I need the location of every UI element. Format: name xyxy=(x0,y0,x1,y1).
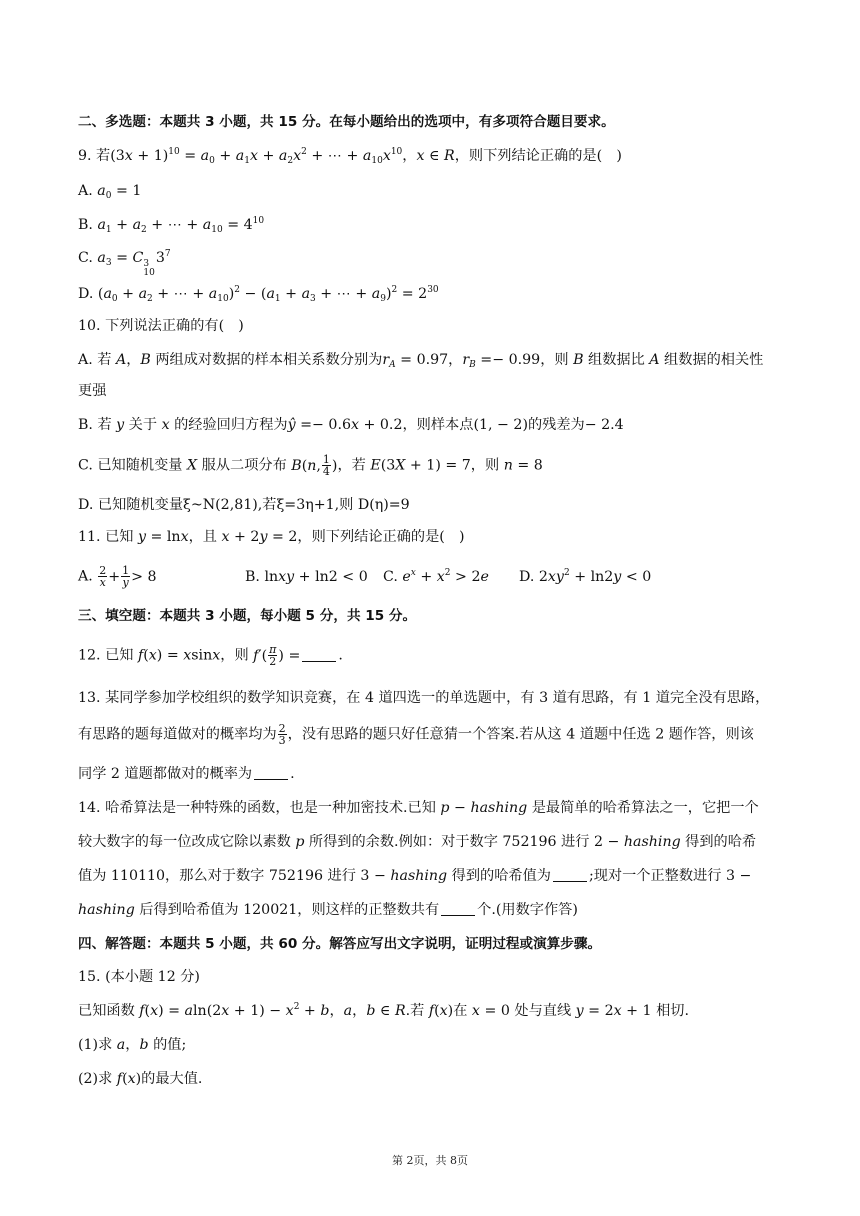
question-14-line-2: 较大数字的每一位改成它除以素数 p 所得到的余数.例如：对于数字 752196 进行 2 − hashing 得到的哈希 xyxy=(78,834,757,850)
page-footer: 第 2页，共 8页 xyxy=(392,1154,468,1167)
question-9-option-b: B. $a_1 + a_2$ + ⋯ + $a_{10} = 4^{10}$ xyxy=(78,216,265,235)
question-11-stem: 11. 已知 y = lnx，且 x + 2y = 2，则下列结论正确的是( ) xyxy=(78,529,465,545)
answer-blank xyxy=(254,765,288,780)
section-3-heading: 三、填空题：本题共 3 小题，每小题 5 分，共 15 分。 xyxy=(78,608,417,624)
question-13-line-2: 有思路的题每道做对的概率均为 $\frac{2}{3}$ ，没有思路的题只好任意猜一个答案.若从这 4 道题中任选 2 题作答，则该 xyxy=(78,722,754,747)
question-15-part-2: (2)求 f(x)的最大值. xyxy=(78,1071,203,1087)
answer-blank xyxy=(302,647,336,662)
question-14-line-4: hashing 后得到哈希值为 120021，则这样的正整数共有 个.(用数字作答) xyxy=(78,902,578,918)
question-10-option-a: A. 若 A，B 两组成对数据的样本相关系数分别为$r_A = 0.97$，$r_B =- 0.99$，则 B 组数据比 A 组数据的相关性 xyxy=(78,352,764,370)
question-11-options xyxy=(78,565,651,588)
question-10-option-d: D. 已知随机变量ξ~N(2,81),若ξ=3η+1,则 D(η)=9 xyxy=(78,497,410,513)
question-11-option-b: B. lnxy + ln2 < 0 xyxy=(245,568,368,585)
question-11-option-d: D. $2xy^2 + \ln 2y < 0$ xyxy=(519,567,652,585)
question-11-option-c: C. $e^x + x^2 > 2e$ xyxy=(383,567,489,585)
answer-blank xyxy=(441,901,475,916)
answer-blank xyxy=(553,867,587,882)
question-13-line-1: 13. 某同学参加学校组织的数学知识竞赛，在 4 道四选一的单选题中，有 3 道有思路，有 1 道完全没有思路， xyxy=(78,690,770,706)
question-9-stem: 9. 若$(3x + 1)^{10} = a_0 + a_1x + a_2x^2$ + ⋯ + $a_{10}x^{10}$，x ∈ R，则下列结论正确的是( ) xyxy=(78,147,622,166)
question-10-stem: 10. 下列说法正确的有( ) xyxy=(78,318,244,334)
question-12: 12. 已知 f(x) = xsinx，则 f′( $\frac{\pi}{2}$ ) = . xyxy=(78,643,343,668)
question-13-line-3: 同学 2 道题都做对的概率为 . xyxy=(78,766,295,782)
question-10-option-a-cont: 更强 xyxy=(78,383,107,399)
question-15-part-1: (1)求 a，b 的值; xyxy=(78,1037,187,1053)
question-9-option-c: C. $a_3 = C$ 3 10 $3^7$ xyxy=(78,249,171,278)
section-4-heading: 四、解答题：本题共 5 小题，共 60 分。解答应写出文字说明，证明过程或演算步骤。 xyxy=(78,936,602,952)
question-15-stem: 已知函数 $f(x) = aln(2x + 1) - x^2 + b$，a，b ∈ R.若 f(x)在 x = 0 处与直线 y = 2x + 1 相切. xyxy=(78,1002,689,1019)
section-2-heading: 二、多选题：本题共 3 小题，共 15 分。在每小题给出的选项中，有多项符合题目要求。 xyxy=(78,114,615,130)
question-9-option-a: A. $a_0 = 1$ xyxy=(78,183,142,201)
question-10-option-c: C. 已知随机变量 X 服从二项分布 B(n, $\frac{1}{4}$ )，若 E(3X + 1) = 7，则 n = 8 xyxy=(78,453,543,478)
question-14-line-3: 值为 110110，那么对于数字 752196 进行 3 − hashing 得到的哈希值为 ;现对一个正整数进行 3 − xyxy=(78,868,752,884)
question-11-option-a: A. $\frac{2}{x}$ + $\frac{1}{y}$ > 8 xyxy=(78,564,157,589)
question-14-line-1: 14. 哈希算法是一种特殊的函数，也是一种加密技术.已知 p − hashing 是最简单的哈希算法之一，它把一个 xyxy=(78,800,759,816)
question-9-option-d: D. ($a_0 + a_2$ + ⋯ + $a_{10})^2 - (a_1 + a_3$ + ⋯ + $a_9)^2 = 2^{30}$ xyxy=(78,285,439,304)
question-10-option-b: B. 若 y 关于 x 的经验回归方程为ŷ =− 0.6x + 0.2，则样本点(1, − 2)的残差为− 2.4 xyxy=(78,417,624,433)
question-15-title: 15. (本小题 12 分) xyxy=(78,969,200,985)
